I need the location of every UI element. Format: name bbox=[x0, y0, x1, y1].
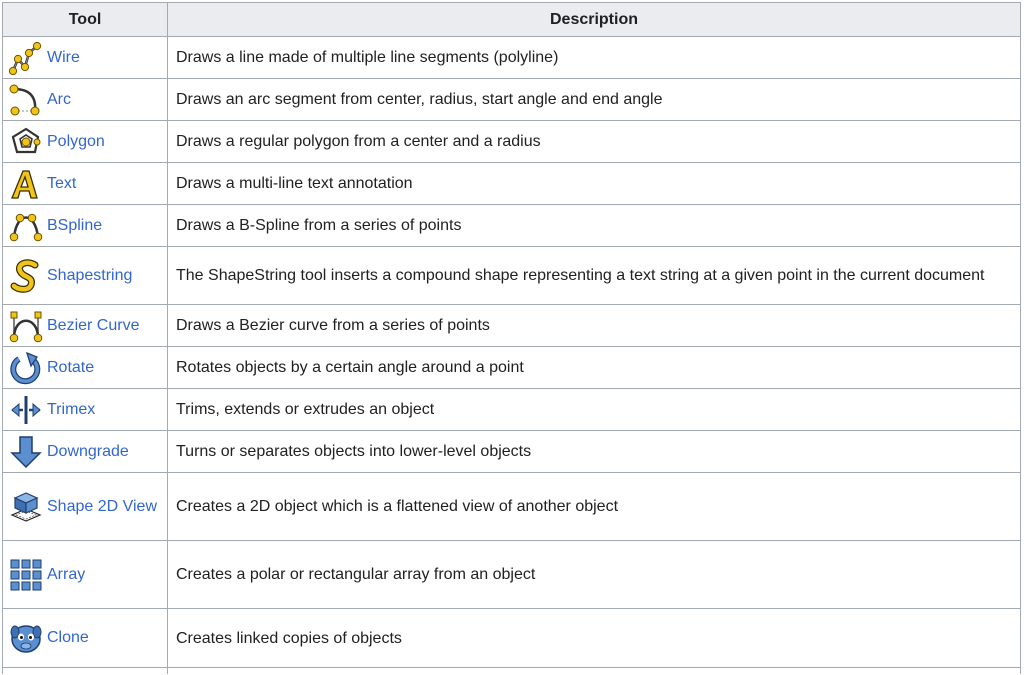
description-cell: Turns or separates objects into lower-level objects bbox=[168, 431, 1021, 473]
header-row bbox=[3, 3, 1021, 37]
polygon-icon[interactable] bbox=[9, 125, 43, 159]
tool-cell bbox=[3, 431, 168, 473]
tool-cell bbox=[3, 205, 168, 247]
description-cell: Creates a 2D object which is a flattened view of another object bbox=[168, 473, 1021, 541]
description-cell: Draws a Bezier curve from a series of points bbox=[168, 305, 1021, 347]
rotate-icon[interactable] bbox=[9, 351, 43, 385]
table-row bbox=[3, 37, 1021, 79]
table-row-partial bbox=[3, 668, 1021, 675]
tool-cell bbox=[3, 347, 168, 389]
table-row bbox=[3, 247, 1021, 305]
clone-icon[interactable] bbox=[9, 621, 43, 655]
arc-icon[interactable] bbox=[9, 83, 43, 117]
description-column-header: Description bbox=[168, 3, 1021, 37]
description-cell: Rotates objects by a certain angle around a point bbox=[168, 347, 1021, 389]
table-row bbox=[3, 305, 1021, 347]
bezier-curve-icon[interactable] bbox=[9, 309, 43, 343]
tool-link-downgrade[interactable]: Downgrade bbox=[47, 442, 129, 460]
tool-link-rotate[interactable]: Rotate bbox=[47, 358, 95, 376]
table-row bbox=[3, 609, 1021, 668]
tool-cell bbox=[3, 121, 168, 163]
tool-cell bbox=[3, 163, 168, 205]
tool-column-header: Tool bbox=[3, 3, 168, 37]
table-row bbox=[3, 205, 1021, 247]
tool-link-array[interactable]: Array bbox=[47, 565, 86, 583]
tool-cell bbox=[3, 37, 168, 79]
tool-link-shapestring[interactable]: Shapestring bbox=[47, 266, 133, 284]
description-cell: Draws an arc segment from center, radius, start angle and end angle bbox=[168, 79, 1021, 121]
shapestring-icon[interactable] bbox=[9, 259, 43, 293]
table-row bbox=[3, 389, 1021, 431]
text-icon[interactable] bbox=[9, 167, 43, 201]
description-cell bbox=[168, 668, 1021, 675]
table-row bbox=[3, 473, 1021, 541]
wire-icon[interactable] bbox=[9, 41, 43, 75]
description-cell: Draws a regular polygon from a center and a radius bbox=[168, 121, 1021, 163]
tool-cell bbox=[3, 247, 168, 305]
description-cell: Trims, extends or extrudes an object bbox=[168, 389, 1021, 431]
table-row bbox=[3, 347, 1021, 389]
table-row bbox=[3, 541, 1021, 609]
tool-cell bbox=[3, 609, 168, 668]
tool-link-bspline[interactable]: BSpline bbox=[47, 216, 103, 234]
description-cell: The ShapeString tool inserts a compound shape representing a text string at a given point in the current document bbox=[168, 247, 1021, 305]
tool-cell bbox=[3, 541, 168, 609]
tool-cell bbox=[3, 473, 168, 541]
table-row bbox=[3, 163, 1021, 205]
table-row bbox=[3, 121, 1021, 163]
description-cell: Creates linked copies of objects bbox=[168, 609, 1021, 668]
description-cell: Draws a multi-line text annotation bbox=[168, 163, 1021, 205]
description-cell: Creates a polar or rectangular array from an object bbox=[168, 541, 1021, 609]
tool-link-shape-2d-view[interactable]: Shape 2D View bbox=[47, 497, 157, 515]
table-row bbox=[3, 79, 1021, 121]
tool-cell bbox=[3, 79, 168, 121]
tool-link-arc[interactable]: Arc bbox=[47, 90, 71, 108]
tool-link-text[interactable]: Text bbox=[47, 174, 77, 192]
trimex-icon[interactable] bbox=[9, 393, 43, 427]
downgrade-icon[interactable] bbox=[9, 435, 43, 469]
tools-table bbox=[2, 2, 1021, 674]
tool-cell bbox=[3, 389, 168, 431]
tool-cell bbox=[3, 668, 168, 675]
table-row bbox=[3, 431, 1021, 473]
tool-link-clone[interactable]: Clone bbox=[47, 629, 89, 646]
tool-link-polygon[interactable]: Polygon bbox=[47, 132, 105, 150]
array-icon[interactable] bbox=[9, 558, 43, 592]
tool-link-bezier-curve[interactable]: Bezier Curve bbox=[47, 316, 140, 334]
shape-2d-view-icon[interactable] bbox=[9, 490, 43, 524]
bspline-icon[interactable] bbox=[9, 209, 43, 243]
tool-cell bbox=[3, 305, 168, 347]
description-cell: Draws a B-Spline from a series of points bbox=[168, 205, 1021, 247]
tool-link-trimex[interactable]: Trimex bbox=[47, 400, 96, 418]
description-cell: Draws a line made of multiple line segments (polyline) bbox=[168, 37, 1021, 79]
tool-link-wire[interactable]: Wire bbox=[47, 48, 80, 66]
